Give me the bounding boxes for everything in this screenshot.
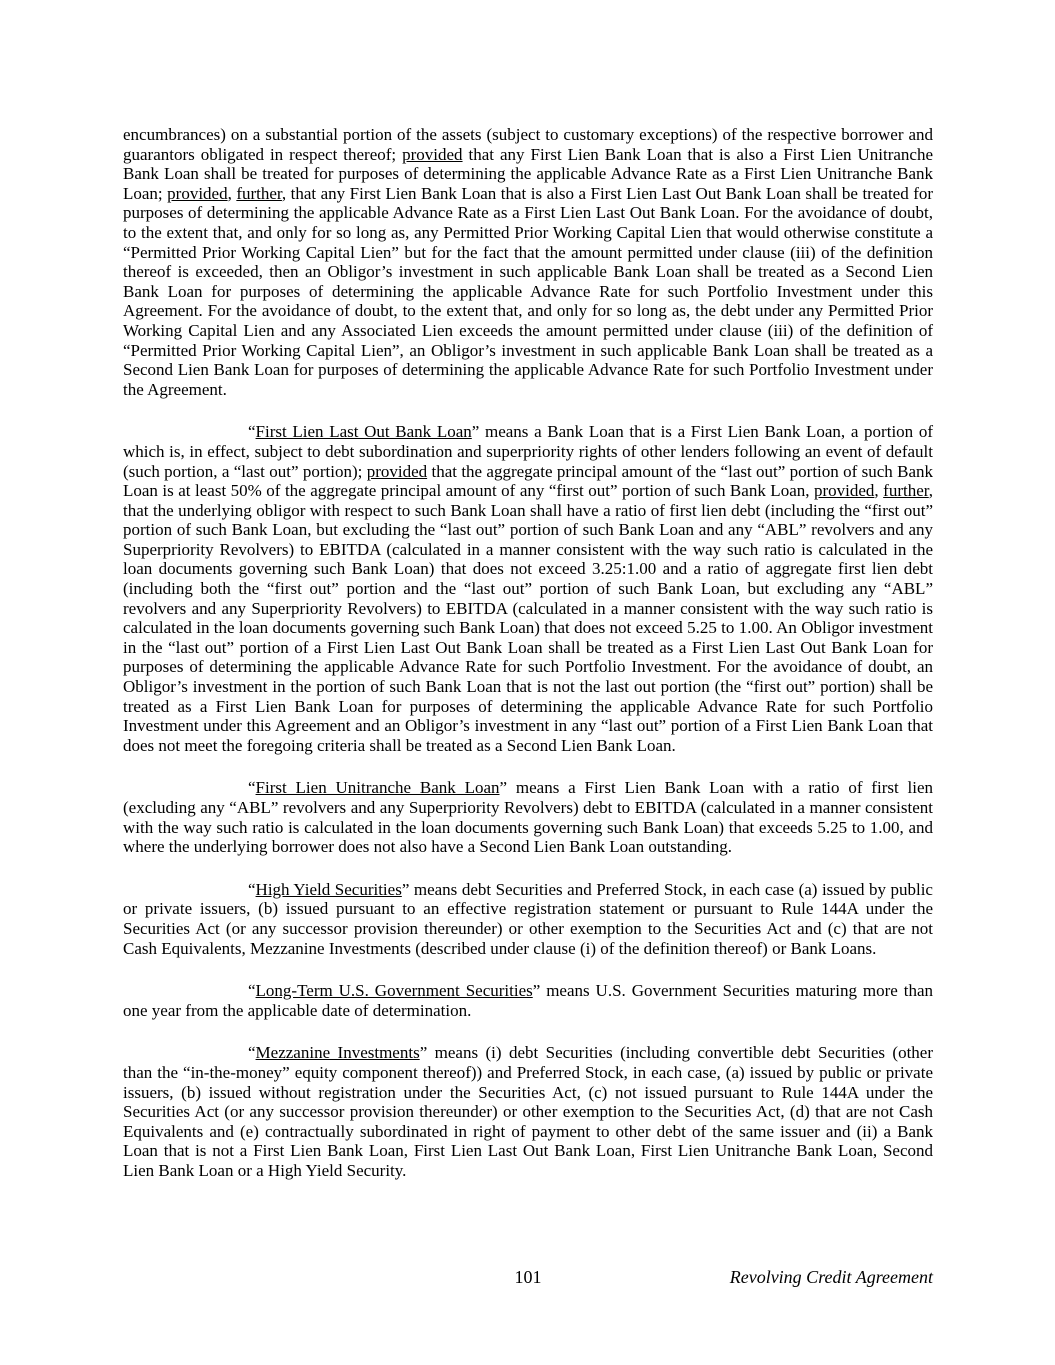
text-run: ” means a First Lien Bank Loan with a ratio of first lien (excluding any “ABL” revolvers and any Superpriority Revolvers) debt to EBITDA (calculated in a manner consistent with the way such ratio is calculated in the loan documents governing such Bank Loan) that exceeds 5.25 to 1.00, and where the underlying borrower does not also have a Second Lien Bank Loan outstanding. xyxy=(123,778,934,857)
text-run: ” means (i) debt Securities (including convertible debt Securities (other than the “in-the-money” equity component thereof)) and Preferred Stock, in each case, (a) issued by public or private issuers, (b) issued without registration under the Securities Act, (c) not issued pursuant to Rule 144A under the Securities Act (or any successor provision thereunder) or other exemption to the Securities Act, (d) that are not Cash Equivalents and (e) contractually subordinated in right of payment to other debt of the same issuer and (ii) a Bank Loan that is not a First Lien Bank Loan, First Lien Last Out Bank Loan, First Lien Unitranche Bank Loan, Second Lien Bank Loan or a High Yield Security. xyxy=(123,1043,933,1180)
underlined-term: provided xyxy=(167,183,228,203)
text-run: that the aggregate principal amount of the “last out” portion of such Bank Loan is at least 50% of the aggregate principal amount of any “first out” portion of such Bank Loan, xyxy=(123,461,934,501)
footer-document-title: Revolving Credit Agreement xyxy=(729,1267,933,1287)
page-footer xyxy=(123,1264,933,1290)
paragraph-continuation-encumbrances xyxy=(123,125,933,399)
text-run: “ xyxy=(248,1043,256,1063)
text-run: ” means a Bank Loan that is a First Lien Bank Loan, a portion of which is, in effect, subject to debt subordination and superpriority rights of other lenders following an event of default (such portion, a “last out” portion); xyxy=(123,422,933,481)
text-run: , that the underlying obligor with respect to such Bank Loan shall have a ratio of first lien debt (including the “first out” portion of such Bank Loan, but excluding the “last out” portion of such Bank Loan and any “ABL” revolvers and any Superpriority Revolvers) to EBITDA (calculated in a manner consistent with the way such ratio is calculated in the loan documents governing such Bank Loan) that does not exceed 3.25:1.00 and a ratio of aggregate first lien debt (including both the “first out” portion and the “last out” portion of such Bank Loan, but excluding any “ABL” revolvers and any Superpriority Revolvers) to EBITDA (calculated in a manner consistent with the way such ratio is calculated in the loan documents governing such Bank Loan) that does not exceed 5.25 to 1.00. An Obligor investment in the “last out” portion of a First Lien Last Out Bank Loan shall be treated as a First Lien Last Out Bank Loan for purposes of determining the applicable Advance Rate for such Portfolio Investment. For the avoidance of doubt, an Obligor’s investment in the portion of such Bank Loan that is not the last out portion (the “first out” portion) shall be treated as a First Lien Bank Loan for purposes of determining the applicable Advance Rate for such Portfolio Investment under this Agreement and an Obligor’s investment in any “last out” portion of a First Lien Bank Loan that does not meet the foregoing criteria shall be treated as a Second Lien Bank Loan. xyxy=(123,481,933,755)
underlined-term: provided xyxy=(402,144,463,164)
underlined-term: further xyxy=(236,183,282,203)
text-run: that any First Lien Bank Loan that is also a First Lien Unitranche Bank Loan shall be treated for purposes of determining the applicable Advance Rate as a First Lien Unitranche Bank Loan; xyxy=(123,144,934,203)
text-run: “ xyxy=(248,778,256,798)
text-run: ” means debt Securities and Preferred Stock, in each case (a) issued by public or private issuers, (b) issued pursuant to an effective registration statement or pursuant to Rule 144A under the Securities Act (or any successor provision thereunder) or other exemption to the Securities Act and (c) that are not Cash Equivalents, Mezzanine Investments (described under clause (i) of the definition thereof) or Bank Loans. xyxy=(123,879,933,958)
text-run: , that any First Lien Bank Loan that is also a First Lien Last Out Bank Loan shall be treated for purposes of determining the applicable Advance Rate as a First Lien Last Out Bank Loan. For the avoidance of doubt, to the extent that, and only for so long as, any Permitted Prior Working Capital Lien that would otherwise constitute a “Permitted Prior Working Capital Lien” but for the fact that the amount permitted under clause (iii) of the definition thereof is exceeded, then an Obligor’s investment in such applicable Bank Loan shall be treated as a Second Lien Bank Loan for purposes of determining the applicable Advance Rate for such Portfolio Investment under this Agreement. For the avoidance of doubt, to the extent that, and only for so long as, the debt under any Permitted Prior Working Capital Lien and any Associated Lien exceeds the amount permitted under clause (iii) of the definition of “Permitted Prior Working Capital Lien”, an Obligor’s investment in such applicable Bank Loan shall be treated as a Second Lien Bank Loan for purposes of determining the applicable Advance Rate for such Portfolio Investment under the Agreement. xyxy=(123,183,934,399)
text-run: , xyxy=(227,183,237,203)
document-body xyxy=(123,125,933,1204)
definition-first-lien-unitranche-bank-loan xyxy=(123,778,933,856)
text-run: encumbrances) on a substantial portion of the assets (subject to customary exceptions) of the respective borrower and guarantors obligated in respect thereof; xyxy=(123,125,933,164)
underlined-term: further xyxy=(883,481,929,501)
underlined-term: First Lien Unitranche Bank Loan xyxy=(255,778,500,798)
definition-high-yield-securities xyxy=(123,880,933,958)
underlined-term: Mezzanine Investments xyxy=(255,1043,420,1063)
underlined-term: First Lien Last Out Bank Loan xyxy=(255,422,472,442)
text-run: , xyxy=(874,481,884,501)
definition-first-lien-last-out-bank-loan xyxy=(123,422,933,755)
text-run: “ xyxy=(248,981,256,1001)
underlined-term: High Yield Securities xyxy=(255,879,402,899)
text-run: “ xyxy=(248,879,256,899)
text-run: ” means U.S. Government Securities maturing more than one year from the applicable date of determination. xyxy=(123,981,933,1020)
page-number: 101 xyxy=(514,1267,542,1287)
underlined-term: provided xyxy=(813,481,875,501)
underlined-term: Long-Term U.S. Government Securities xyxy=(255,981,533,1001)
definition-long-term-us-government-securities xyxy=(123,981,933,1020)
underlined-term: provided xyxy=(366,461,428,481)
text-run: “ xyxy=(248,422,256,442)
definition-mezzanine-investments xyxy=(123,1043,933,1180)
